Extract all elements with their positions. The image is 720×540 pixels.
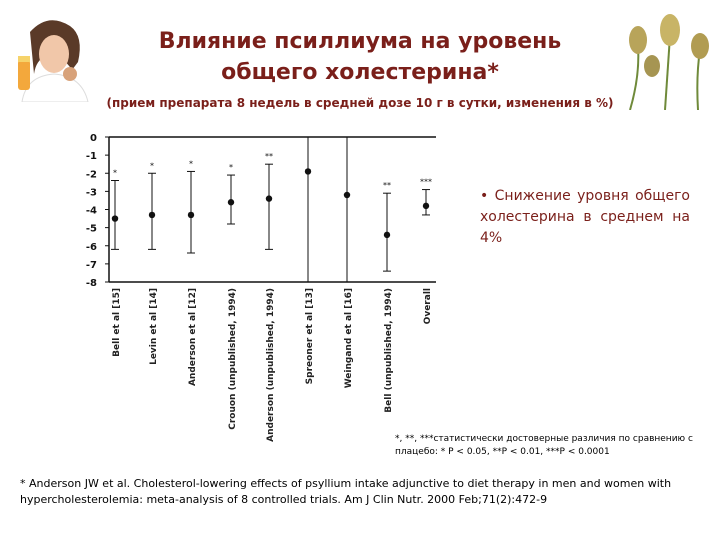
summary-bullet: • Снижение уровня общего холестерина в среднем на 4% — [480, 188, 690, 246]
x-category-label: Bell et al [15] — [112, 288, 122, 357]
mean-marker — [423, 203, 429, 209]
y-tick-label: -2 — [85, 169, 97, 181]
y-tick-label: -4 — [85, 205, 97, 217]
mean-marker — [384, 232, 390, 238]
x-category-label: Weingand et al [16] — [344, 288, 354, 389]
significance-mark: * — [229, 163, 233, 173]
y-tick-label: -6 — [85, 241, 97, 253]
y-tick-label: -1 — [85, 151, 97, 163]
x-category-label: Crouon (unpublished, 1994) — [228, 288, 238, 430]
x-category-label: Overall — [423, 288, 433, 325]
mean-marker — [305, 168, 311, 174]
x-category-labels — [112, 288, 433, 442]
y-tick-label: -5 — [85, 223, 97, 235]
title-line-2: общего холестерина* — [221, 60, 499, 85]
mean-marker — [112, 215, 118, 221]
mean-marker — [188, 212, 194, 218]
y-tick-label: -8 — [85, 278, 97, 289]
significance-mark: * — [113, 168, 117, 178]
title-line-1: Влияние псиллиума на уровень — [158, 29, 562, 54]
x-category-label: Spreoner et al [13] — [305, 288, 315, 385]
y-tick-label: -7 — [85, 259, 97, 271]
x-category-label: Bell (unpublished, 1994) — [384, 288, 394, 413]
mean-marker — [149, 212, 155, 218]
significance-mark: ** — [265, 152, 273, 162]
significance-note: *, **, ***статистически достоверные различия по сравнению с плацебо: * P < 0.05, **P < 0.01, ***P < 0.0001 — [395, 434, 693, 457]
reference-citation: * Anderson JW et al. Cholesterol-lowering effects of psyllium intake adjunctive to diet therapy in men and women with hypercholesterolemia: meta-analysis of 8 controlled trials. Am J Clin Nutr. 2000 Feb;71(2):472-9 — [20, 477, 672, 506]
x-category-label: Levin et al [14] — [149, 288, 159, 365]
data-series — [111, 137, 432, 282]
significance-mark: * — [150, 161, 154, 171]
mean-marker — [266, 195, 272, 201]
y-tick-labels — [86, 133, 109, 289]
x-category-label: Anderson (unpublished, 1994) — [266, 288, 276, 442]
slide-subtitle: (прием препарата 8 недель в средней дозе 10 г в сутки, изменения в %) — [106, 96, 614, 110]
y-tick-label: -3 — [85, 187, 97, 199]
significance-mark: *** — [420, 177, 432, 187]
mean-marker — [228, 199, 234, 205]
x-category-label: Anderson et al [12] — [188, 288, 198, 387]
significance-mark: ** — [383, 181, 391, 191]
mean-marker — [344, 192, 350, 198]
y-tick-label: 0 — [90, 133, 97, 144]
significance-mark: * — [189, 159, 193, 169]
